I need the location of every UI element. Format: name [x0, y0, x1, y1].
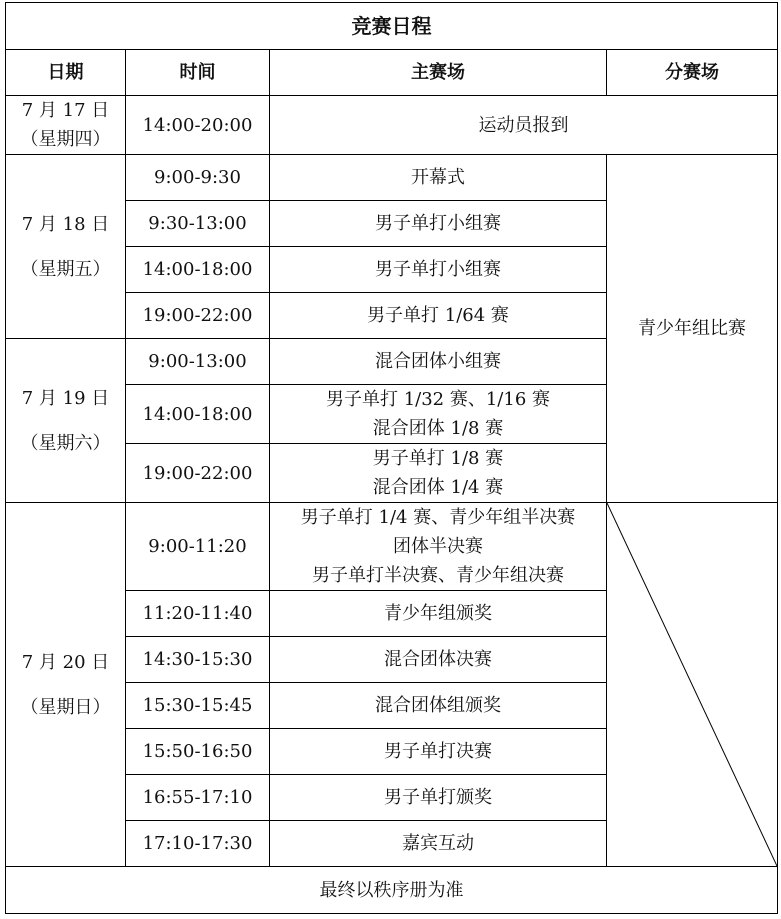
header-main-venue: 主赛场 — [270, 50, 607, 96]
header-sub-venue: 分赛场 — [607, 50, 778, 96]
time-cell: 9:30-13:00 — [126, 201, 270, 247]
time-cell: 15:50-16:50 — [126, 729, 270, 775]
event-line: 男子单打 1/8 赛 — [372, 448, 504, 469]
date-cell-day3 — [6, 339, 126, 503]
weekday-day2: （星期五） — [20, 258, 111, 280]
header-date: 日期 — [6, 50, 126, 96]
sub-venue-cell: 青少年组比赛 — [607, 155, 778, 503]
time-cell: 14:30-15:30 — [126, 637, 270, 683]
event-line: 混合团体 1/8 赛 — [372, 418, 504, 439]
event-line: 混合团体 1/4 赛 — [372, 477, 504, 498]
event-cell: 混合团体组颁奖 — [270, 683, 607, 729]
event-cell: 男子单打 1/64 赛 — [270, 293, 607, 339]
event-line: 男子单打 1/32 赛、1/16 赛 — [325, 389, 550, 410]
event-cell: 男子单打小组赛 — [270, 201, 607, 247]
header-time: 时间 — [126, 50, 270, 96]
weekday-day1: （星期四） — [20, 129, 111, 150]
time-cell: 9:00-13:00 — [126, 339, 270, 385]
event-cell: 运动员报到 — [270, 96, 778, 155]
date-day2: 7 月 18 日 — [21, 213, 110, 235]
event-cell — [270, 444, 607, 503]
event-cell: 男子单打颁奖 — [270, 775, 607, 821]
date-cell-day1 — [6, 96, 126, 155]
event-cell — [270, 385, 607, 444]
event-line: 男子单打半决赛、青少年组决赛 — [312, 565, 564, 586]
table-title: 竞赛日程 — [6, 3, 778, 50]
empty-sub-venue-cell — [607, 503, 778, 867]
event-cell: 混合团体决赛 — [270, 637, 607, 683]
time-cell: 16:55-17:10 — [126, 775, 270, 821]
time-cell: 9:00-11:20 — [126, 503, 270, 591]
event-cell: 男子单打小组赛 — [270, 247, 607, 293]
date-cell-day2 — [6, 155, 126, 339]
footer-note: 最终以秩序册为准 — [6, 867, 778, 914]
date-day4: 7 月 20 日 — [21, 651, 110, 673]
weekday-day3: （星期六） — [20, 432, 111, 454]
date-day3: 7 月 19 日 — [21, 387, 110, 409]
diagonal-line — [607, 503, 777, 866]
weekday-day4: （星期日） — [20, 696, 111, 718]
time-cell: 19:00-22:00 — [126, 293, 270, 339]
event-cell: 开幕式 — [270, 155, 607, 201]
time-cell: 15:30-15:45 — [126, 683, 270, 729]
event-cell: 男子单打决赛 — [270, 729, 607, 775]
event-cell: 混合团体小组赛 — [270, 339, 607, 385]
time-cell: 19:00-22:00 — [126, 444, 270, 503]
event-cell — [270, 503, 607, 591]
time-cell: 9:00-9:30 — [126, 155, 270, 201]
time-cell: 14:00-18:00 — [126, 385, 270, 444]
time-cell: 14:00-20:00 — [126, 96, 270, 155]
schedule-table — [5, 2, 778, 914]
event-cell: 嘉宾互动 — [270, 821, 607, 867]
time-cell: 14:00-18:00 — [126, 247, 270, 293]
event-cell: 青少年组颁奖 — [270, 591, 607, 637]
time-cell: 17:10-17:30 — [126, 821, 270, 867]
event-line: 男子单打 1/4 赛、青少年组半决赛 — [300, 507, 576, 528]
date-day1: 7 月 17 日 — [21, 100, 110, 121]
event-line: 团体半决赛 — [393, 536, 483, 557]
time-cell: 11:20-11:40 — [126, 591, 270, 637]
date-cell-day4 — [6, 503, 126, 867]
